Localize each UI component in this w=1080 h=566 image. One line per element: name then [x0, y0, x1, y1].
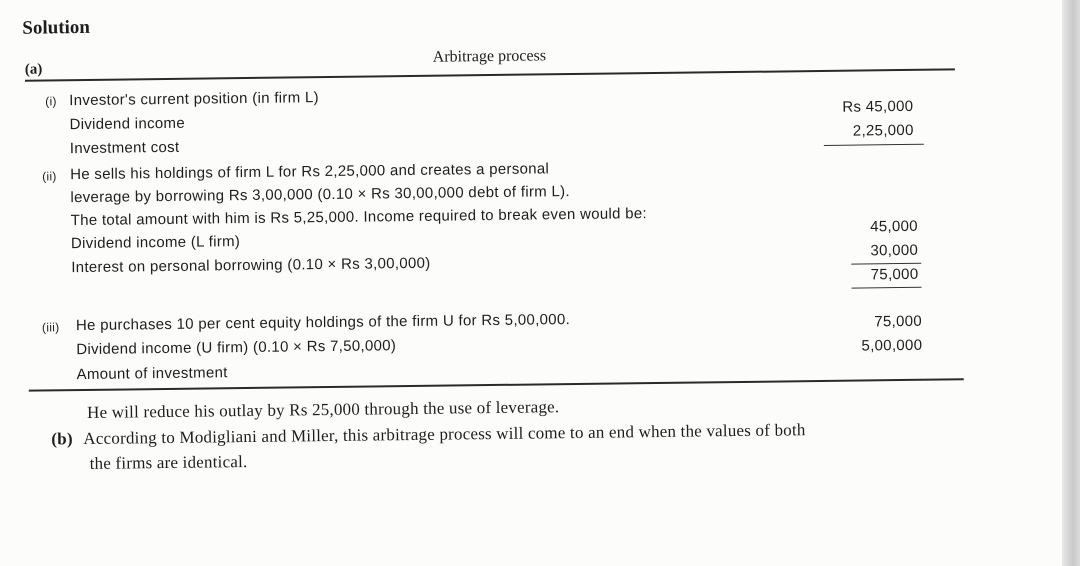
step-i-underline: [824, 144, 924, 146]
step-ii-line: leverage by borrowing Rs 3,00,000 (0.10 × Rs 30,00,000 debt of firm L).: [70, 183, 570, 207]
solution-heading: Solution: [22, 16, 91, 39]
step-ii-subtotal-rule: [851, 263, 921, 265]
step-ii-line: The total amount with him is Rs 5,25,000. Income required to break even would be:: [70, 205, 648, 230]
step-i-label: (i): [45, 94, 57, 109]
step-iii-title: He purchases 10 per cent equity holdings of the firm U for Rs 5,00,000.: [75, 311, 571, 335]
table-top-rule: [25, 68, 955, 81]
step-ii-line: He sells his holdings of firm L for Rs 2,25,000 and creates a personal: [70, 160, 550, 184]
step-ii-row-label: Dividend income (L firm): [70, 233, 241, 253]
step-iii-row-label: Amount of investment: [76, 364, 228, 384]
step-i-row-label: Investment cost: [69, 138, 180, 158]
table-title: Arbitrage process: [432, 47, 547, 66]
step-iii-row-label: Dividend income (U firm) (0.10 × Rs 7,50,000): [76, 337, 397, 359]
step-iii-row-value: 75,000: [874, 312, 923, 331]
part-b-label: (b): [51, 429, 73, 449]
part-a-label: (a): [24, 61, 43, 78]
step-iii-label: (iii): [41, 320, 60, 335]
step-iii-row-value: 5,00,000: [861, 336, 923, 355]
step-ii-total: 75,000: [870, 265, 919, 284]
conclusion-text: He will reduce his outlay by Rs 25,000 through the use of leverage.: [86, 397, 560, 422]
page-edge: [1062, 0, 1080, 566]
step-i-row-value: 2,25,000: [852, 121, 914, 140]
step-ii-row-value: 30,000: [870, 241, 919, 260]
step-ii-row-label: Interest on personal borrowing (0.10 × Rs 3,00,000): [71, 254, 431, 277]
step-ii-total-rule: [852, 287, 922, 289]
step-ii-row-value: 45,000: [870, 217, 918, 236]
part-b-text: According to Modigliani and Miller, this arbitrage process will come to an end when the values of both: [83, 420, 806, 449]
step-i-row-label: Dividend income: [69, 114, 186, 134]
step-i-row-value: Rs 45,000: [842, 97, 914, 116]
part-b-text: the firms are identical.: [89, 452, 248, 473]
step-i-title: Investor's current position (in firm L): [69, 89, 319, 110]
step-ii-label: (ii): [42, 169, 57, 184]
